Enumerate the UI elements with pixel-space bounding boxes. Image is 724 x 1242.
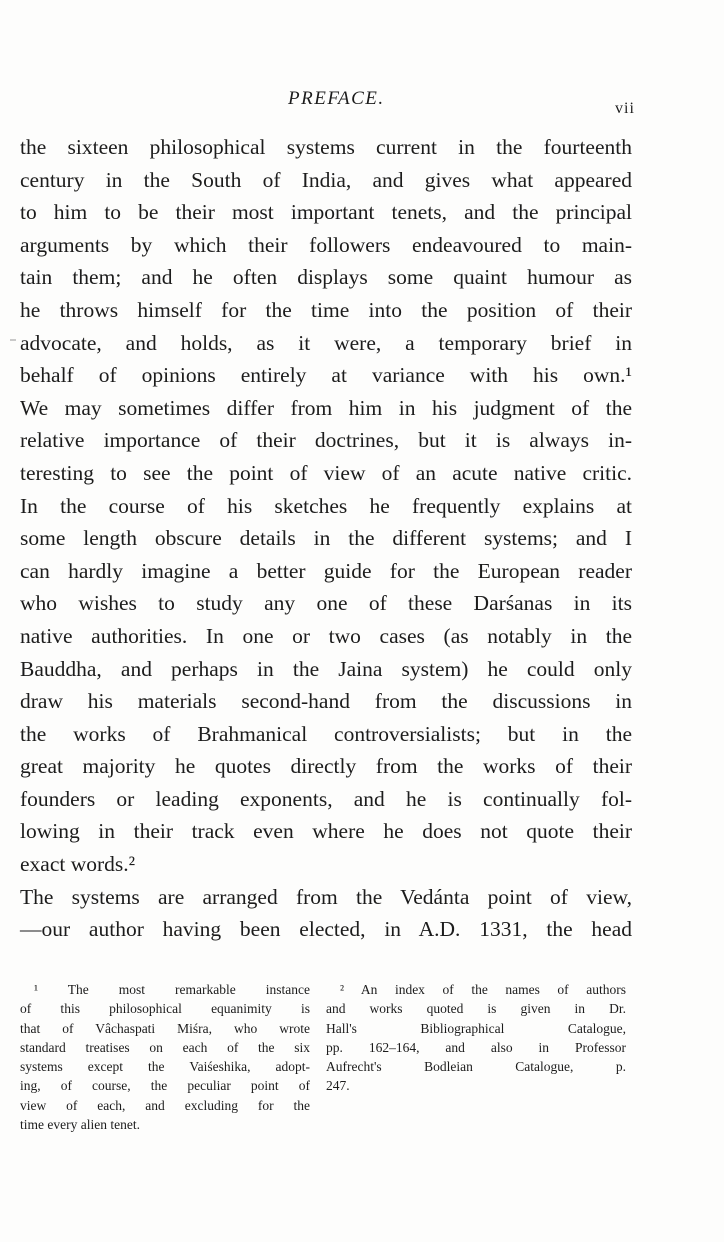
text-line: to him to be their most important tenets, and the principal xyxy=(20,200,632,225)
text-line: We may sometimes differ from him in his judgment of the xyxy=(20,395,632,420)
text-line: he throws himself for the time into the position of their xyxy=(20,297,632,322)
page-number: vii xyxy=(615,100,635,117)
text-line: behalf of opinions entirely at variance with his own.¹ xyxy=(20,363,632,388)
text-line: the works of Brahmanical controversialists; but in the xyxy=(20,721,632,746)
footnote-line: ¹ The most remarkable instance xyxy=(34,982,310,997)
text-line: lowing in their track even where he does not quote their xyxy=(20,819,632,844)
text-line: who wishes to study any one of these Darśanas in its xyxy=(20,591,632,616)
text-line: In the course of his sketches he frequently explains at xyxy=(20,493,632,518)
text-line: Bauddha, and perhaps in the Jaina system) he could only xyxy=(20,656,632,681)
text-line: native authorities. In one or two cases (as notably in the xyxy=(20,623,632,648)
text-line: relative importance of their doctrines, but it is always in- xyxy=(20,428,632,453)
footnote-1 xyxy=(20,980,310,1134)
footnote-line: of this philosophical equanimity is xyxy=(20,1001,310,1017)
text-line: advocate, and holds, as it were, a temporary brief in xyxy=(20,330,632,355)
text-line: can hardly imagine a better guide for the European reader xyxy=(20,558,632,583)
text-line: great majority he quotes directly from the works of their xyxy=(20,754,632,779)
text-line: draw his materials second-hand from the discussions in xyxy=(20,689,632,714)
text-line: century in the South of India, and gives what appeared xyxy=(20,167,632,192)
footnote-line: 247. xyxy=(326,1078,350,1094)
footnote-line: time every alien tenet. xyxy=(20,1117,140,1133)
text-line: —our author having been elected, in A.D. 1331, the head xyxy=(20,917,632,942)
running-title: PREFACE. xyxy=(288,88,385,109)
text-line: some length obscure details in the different systems; and I xyxy=(20,526,632,551)
footnote-line: and works quoted is given in Dr. xyxy=(326,1001,626,1017)
footnote-line: view of each, and excluding for the xyxy=(20,1097,310,1113)
footnotes xyxy=(20,980,626,1160)
text-line: The systems are arranged from the Vedánta point of view, xyxy=(20,884,632,909)
text-line: exact words.² xyxy=(20,852,136,877)
text-line: the sixteen philosophical systems current in the fourteenth xyxy=(20,135,632,159)
body-text xyxy=(20,131,632,946)
footnote-line: systems except the Vaiśeshika, adopt- xyxy=(20,1059,310,1075)
footnote-line: that of Vâchaspati Miśra, who wrote xyxy=(20,1020,310,1036)
margin-mark xyxy=(10,339,16,341)
footnote-line: ing, of course, the peculiar point of xyxy=(20,1078,310,1094)
text-line: tain them; and he often displays some quaint humour as xyxy=(20,265,632,290)
running-head xyxy=(0,88,724,118)
footnote-line: ² An index of the names of authors xyxy=(340,982,626,997)
text-line: arguments by which their followers endeavoured to main- xyxy=(20,232,632,257)
footnote-2 xyxy=(326,980,626,1096)
footnote-line: Aufrecht's Bodleian Catalogue, p. xyxy=(326,1059,626,1075)
text-line: founders or leading exponents, and he is continually fol- xyxy=(20,786,632,811)
footnote-line: standard treatises on each of the six xyxy=(20,1039,310,1055)
footnote-line: Hall's Bibliographical Catalogue, xyxy=(326,1020,626,1036)
text-line: teresting to see the point of view of an acute native critic. xyxy=(20,460,632,485)
footnote-line: pp. 162–164, and also in Professor xyxy=(326,1039,626,1055)
